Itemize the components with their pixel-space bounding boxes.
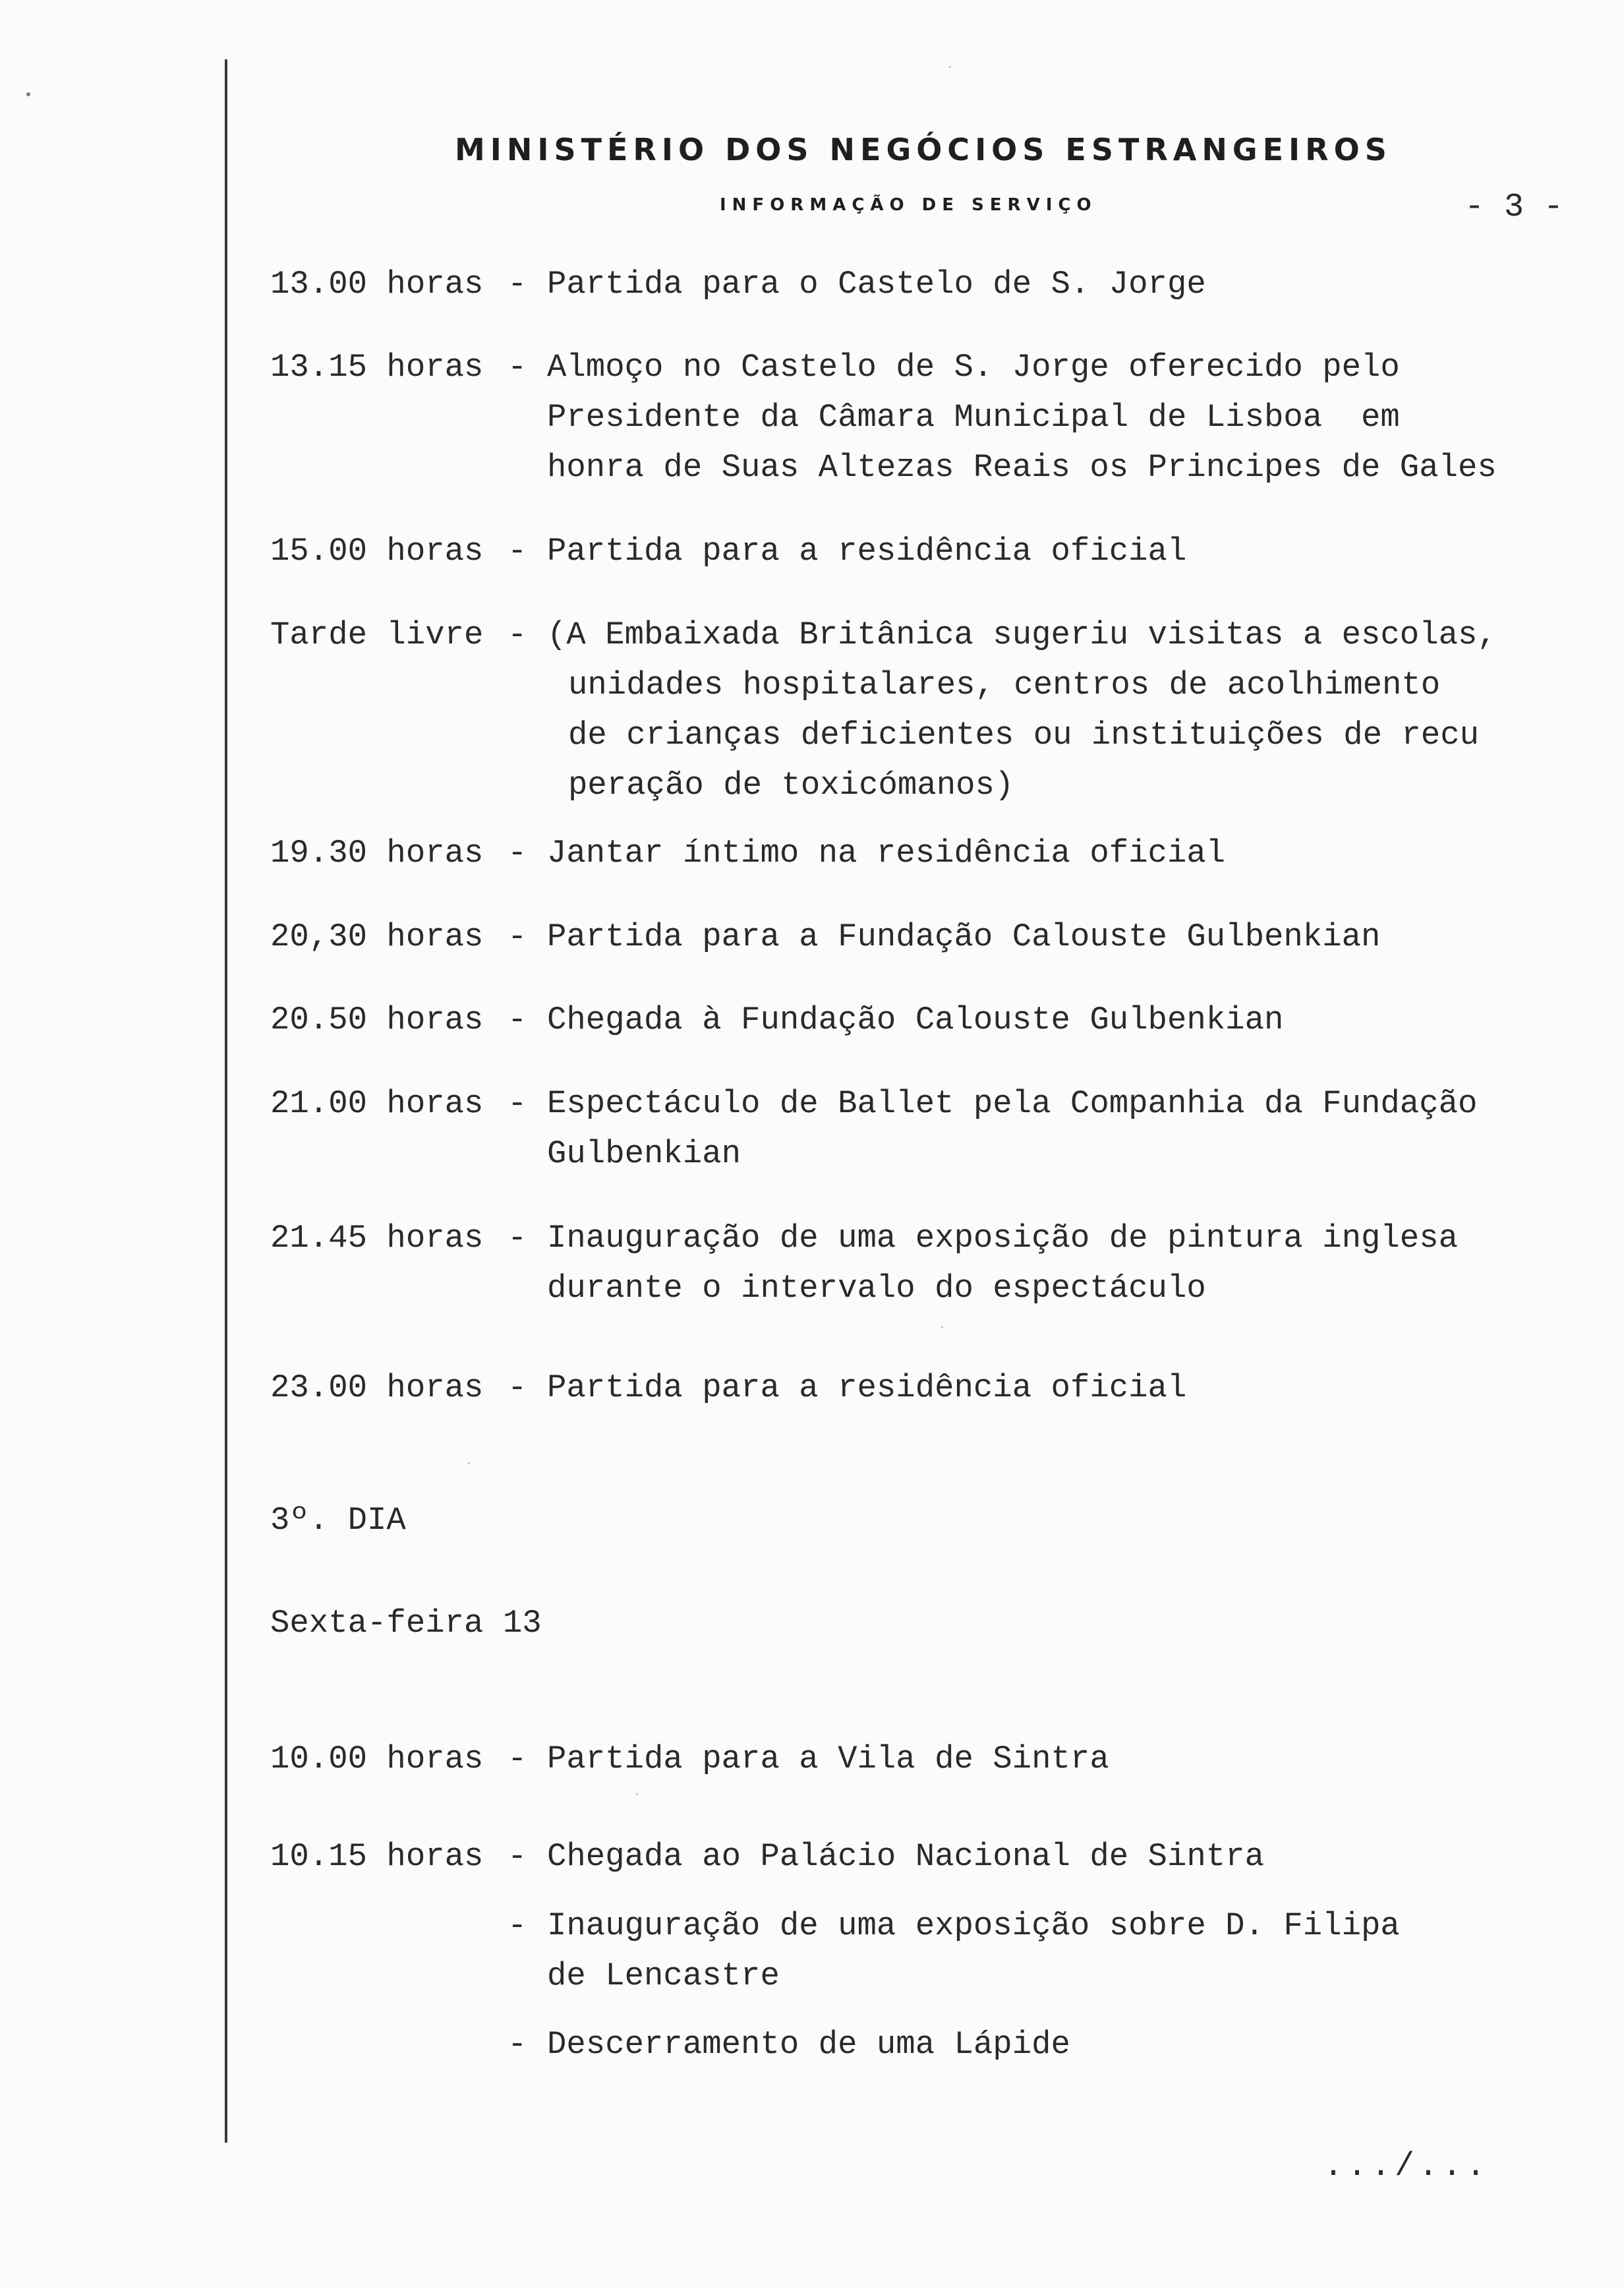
entry-text: durante o intervalo do espectáculo [547, 1270, 1206, 1307]
entry-dash: - [508, 1085, 527, 1122]
service-subtitle: INFORMAÇÃO DE SERVIÇO [720, 195, 1097, 215]
paper-speck [949, 66, 951, 68]
entry-dash: - [508, 1220, 527, 1257]
day-date: Sexta-feira 13 [270, 1605, 542, 1642]
entry-time: Tarde livre [270, 616, 484, 653]
entry-text: Jantar íntimo na residência oficial [547, 835, 1226, 872]
paper-speck [941, 1326, 943, 1328]
entry-text: Partida para a Vila de Sintra [547, 1740, 1109, 1777]
entry-text: (A Embaixada Britânica sugeriu visitas a escolas, [547, 616, 1497, 653]
entry-time: 20.50 horas [270, 1001, 484, 1038]
entry-text: Inauguração de uma exposição sobre D. Filipa [547, 1907, 1400, 1944]
entry-dash: - [508, 266, 527, 303]
entry-time: 20,30 horas [270, 918, 484, 955]
entry-dash: - [508, 1001, 527, 1038]
paper-speck [636, 1793, 638, 1795]
entry-dash: - [508, 1907, 527, 1944]
entry-dash: - [508, 835, 527, 872]
entry-time: 13.00 horas [270, 266, 484, 303]
entry-text: Partida para o Castelo de S. Jorge [547, 266, 1206, 303]
entry-dash: - [508, 1369, 527, 1406]
ministry-header: MINISTÉRIO DOS NEGÓCIOS ESTRANGEIROS [455, 132, 1392, 167]
entry-text: honra de Suas Altezas Reais os Principes de Gales [547, 449, 1497, 486]
entry-time: 21.00 horas [270, 1085, 484, 1122]
entry-dash: - [508, 2026, 527, 2063]
entry-text: Partida para a Fundação Calouste Gulbenkian [547, 918, 1381, 955]
entry-dash: - [508, 1838, 527, 1875]
entry-text: Descerramento de uma Lápide [547, 2026, 1070, 2063]
entry-text: peração de toxicómanos) [568, 767, 1014, 804]
entry-text: Partida para a residência oficial [547, 1369, 1187, 1406]
paper-speck [468, 1462, 470, 1464]
page-number: - 3 - [1464, 189, 1564, 226]
continuation-mark: .../... [1323, 2148, 1490, 2185]
entry-text: Gulbenkian [547, 1135, 741, 1172]
entry-text: Chegada à Fundação Calouste Gulbenkian [547, 1001, 1284, 1038]
day-heading: 3º. DIA [270, 1502, 406, 1539]
entry-time: 10.00 horas [270, 1740, 484, 1777]
entry-text: de crianças deficientes ou instituições de recu [568, 717, 1480, 754]
entry-dash: - [508, 616, 527, 653]
entry-time: 21.45 horas [270, 1220, 484, 1257]
entry-time: 23.00 horas [270, 1369, 484, 1406]
entry-text: Presidente da Câmara Municipal de Lisboa em [547, 399, 1400, 436]
entry-text: Almoço no Castelo de S. Jorge oferecido pelo [547, 349, 1400, 386]
entry-dash: - [508, 533, 527, 570]
entry-text: Partida para a residência oficial [547, 533, 1187, 570]
entry-text: Inauguração de uma exposição de pintura inglesa [547, 1220, 1459, 1257]
entry-text: Espectáculo de Ballet pela Companhia da Fundação [547, 1085, 1478, 1122]
entry-time: 10.15 horas [270, 1838, 484, 1875]
margin-rule [225, 59, 227, 2143]
entry-time: 13.15 horas [270, 349, 484, 386]
entry-dash: - [508, 1740, 527, 1777]
entry-dash: - [508, 918, 527, 955]
entry-time: 19.30 horas [270, 835, 484, 872]
punch-mark [26, 92, 30, 96]
entry-text: Chegada ao Palácio Nacional de Sintra [547, 1838, 1264, 1875]
entry-time: 15.00 horas [270, 533, 484, 570]
entry-dash: - [508, 349, 527, 386]
entry-text: de Lencastre [547, 1957, 780, 1994]
entry-text: unidades hospitalares, centros de acolhimento [568, 667, 1441, 703]
